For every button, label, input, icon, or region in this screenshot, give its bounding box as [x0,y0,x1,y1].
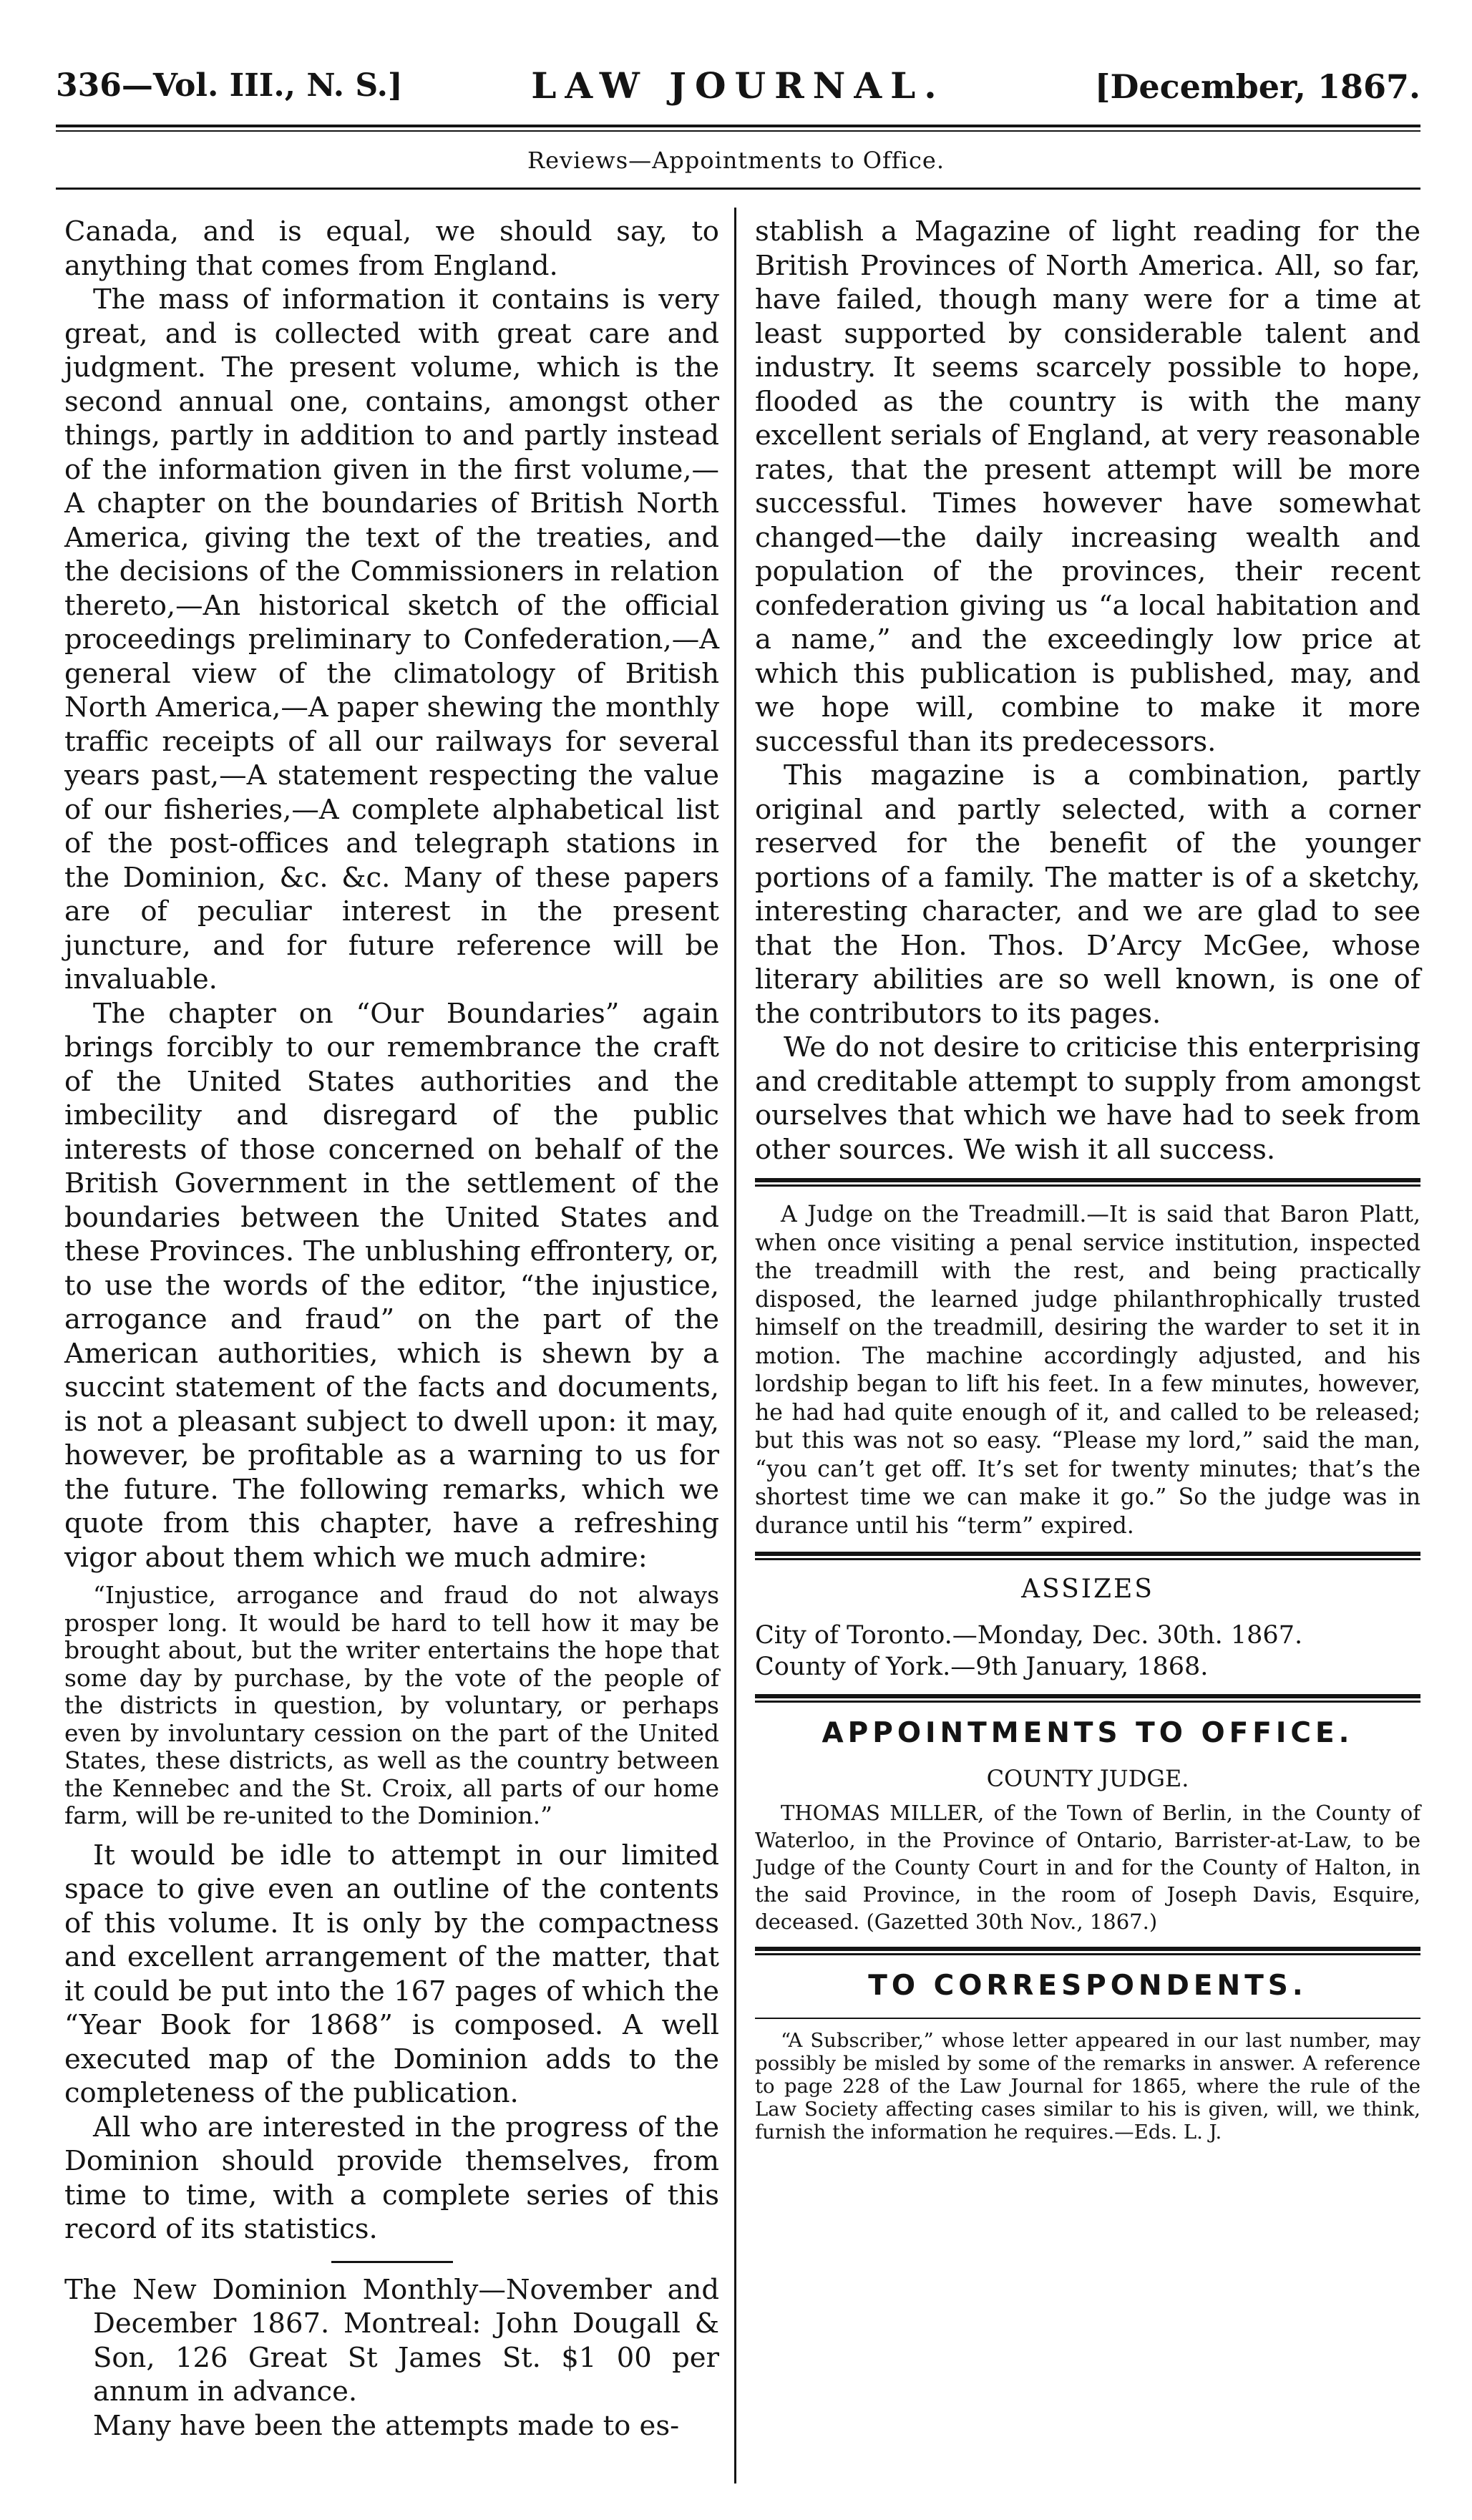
section-title-rule [56,188,1420,190]
double-rule [755,1947,1420,1957]
assize-entry: County of York.—9th January, 1868. [755,1653,1209,1681]
paragraph: All who are interested in the progress of the Dominion should provide themselves, from time to time, with a complete series of this record of its statistics. [64,2111,719,2245]
paragraph: Canada, and is equal, we should say, to anything that comes from England. [64,215,719,282]
short-divider [331,2261,453,2263]
left-column [64,215,719,2443]
treadmill-article: A Judge on the Treadmill.—It is said that Baron Platt, when once visiting a penal service institution, inspected the treadmill with the rest, and being practically disposed, the learned judge philanthrophically trusted himself on the treadmill, desiring the warder to set it in motion. The machine accordingly adjusted, and his lordship began to lift his feet. In a few minutes, however, he had had quite enough of it, and called to be released; but this was not so easy. “Please my lord,” said the man, “you can’t get off. It’s set for twenty minutes; that’s the shortest time we can make it go.” So the judge was in durance until his “term” expired. [755,1202,1420,1539]
journal-title: LAW JOURNAL. [531,64,945,107]
column-divider [734,208,736,2483]
correspondents-heading: TO CORRESPONDENTS. [868,1970,1307,2002]
assize-entry: City of Toronto.—Monday, Dec. 30th. 1867. [755,1621,1303,1650]
paragraph: stablish a Magazine of light reading for the British Provinces of North America. All, so far, have failed, though many were for a time at least supported by considerable talent and industry. It seems scarcely possible to hope, flooded as the country is with the many excellent serials of England, at very reasonable rates, that the present attempt will be more successful. Times however have somewhat changed—the daily increasing wealth and population of the provinces, their recent confederation giving us “a local habitation and a name,” and the exceedingly low price at which this publication is published, may, and we hope will, combine to make it more successful than its predecessors. [755,215,1420,758]
appointments-heading: APPOINTMENTS TO OFFICE. [822,1717,1354,1749]
issue-date: [December, 1867. [1094,67,1420,106]
paragraph: It would be idle to attempt in our limited space to give even an outline of the contents of this volume. It is only by the compactness and excellent arrangement of the matter, that it could be put into the 167 pages of which the “Year Book for 1868” is composed. A well executed map of the Dominion adds to the completeness of the publication. [64,1839,719,2109]
right-column [755,215,1420,2144]
correspondents-notice: “A Subscriber,” whose letter appeared in our last number, may possibly be misled by some of the remarks in answer. A reference to page 228 of the Law Journal for 1865, where the rule of the Law Society affecting cases similar to his is given, will, we think, furnish the information he requires.—Eds. L. J. [755,2029,1420,2144]
double-rule [755,1178,1420,1188]
county-judge-heading: COUNTY JUDGE. [986,1765,1189,1792]
paragraph: The mass of information it contains is very great, and is collected with great care and judgment. The present volume, which is the second annual one, contains, amongst other things, partly in addition to and partly instead of the information given in the first volume,—A chapter on the boundaries of British North America, giving the text of the treaties, and the decisions of the Commissioners in relation thereto,—An historical sketch of the official proceedings preliminary to Confederation,—A general view of the climatology of British North America,—A paper shewing the monthly traffic receipts of all our railways for several years past,—A statement respecting the value of our fisheries,—A complete alphabetical list of the post-offices and telegraph stations in the Dominion, &c. &c. Many of these papers are of peculiar interest in the present juncture, and for future reference will be invaluable. [64,283,719,996]
appointment-notice: THOMAS MILLER, of the Town of Berlin, in the County of Waterloo, in the Province of Ontario, Barrister-at-Law, to be Judge of the County Court in and for the County of Halton, in the said Province, in the room of Joseph Davis, Esquire, deceased. (Gazetted 30th Nov., 1867.) [755,1801,1420,1934]
paragraph: We do not desire to criticise this enterprising and creditable attempt to supply from amongst ourselves that which we have had to seek from other sources. We wish it all success. [755,1031,1420,1166]
header-rule-top [56,125,1420,127]
paragraph: Many have been the attempts made to es- [93,2409,680,2442]
correspondents-rule [755,2018,1420,2019]
header-rule-bottom [56,130,1420,132]
assizes-heading: ASSIZES [1021,1575,1154,1604]
double-rule [755,1694,1420,1704]
page-reference: 336—Vol. III., N. S.] [56,67,403,104]
paragraph: The chapter on “Our Boundaries” again brings forcibly to our remembrance the craft of the United States authorities and the imbecility and disregard of the public interests of those concerned on behalf of the British Government in the settlement of the boundaries between the United States and these Provinces. The unblushing effrontery, or, to use the words of the editor, “the injustice, arrogance and fraud” on the part of the American authorities, which is shewn by a succint statement of the facts and documents, is not a pleasant subject to dwell upon: it may, however, be profitable as a warning to us for the future. The following remarks, which we quote from this chapter, have a refreshing vigor about them which we much admire: [64,997,719,1574]
paragraph: This magazine is a combination, partly original and partly selected, with a corner reserved for the benefit of the younger portions of a family. The matter is of a sketchy, interesting character, and we are glad to see that the Hon. Thos. D’Arcy McGee, whose literary abilities are so well known, is one of the contributors to its pages. [755,759,1420,1030]
section-title: Reviews—Appointments to Office. [527,147,945,174]
block-quote: “Injustice, arrogance and fraud do not always prosper long. It would be hard to tell how it may be brought about, but the writer entertains the hope that some day by purchase, by the vote of the people of the districts in question, by voluntary, or perhaps even by involuntary cession on the part of the United States, these districts, as well as the country between the Kennebec and the St. Croix, all parts of our home farm, will be re-united to the Dominion.” [64,1581,719,1829]
double-rule [755,1552,1420,1562]
magazine-notice: The New Dominion Monthly—November and December 1867. Montreal: John Dougall & Son, 126 Great St James St. $1 00 per annum in advance. [64,2273,719,2408]
page-header [56,57,1420,122]
